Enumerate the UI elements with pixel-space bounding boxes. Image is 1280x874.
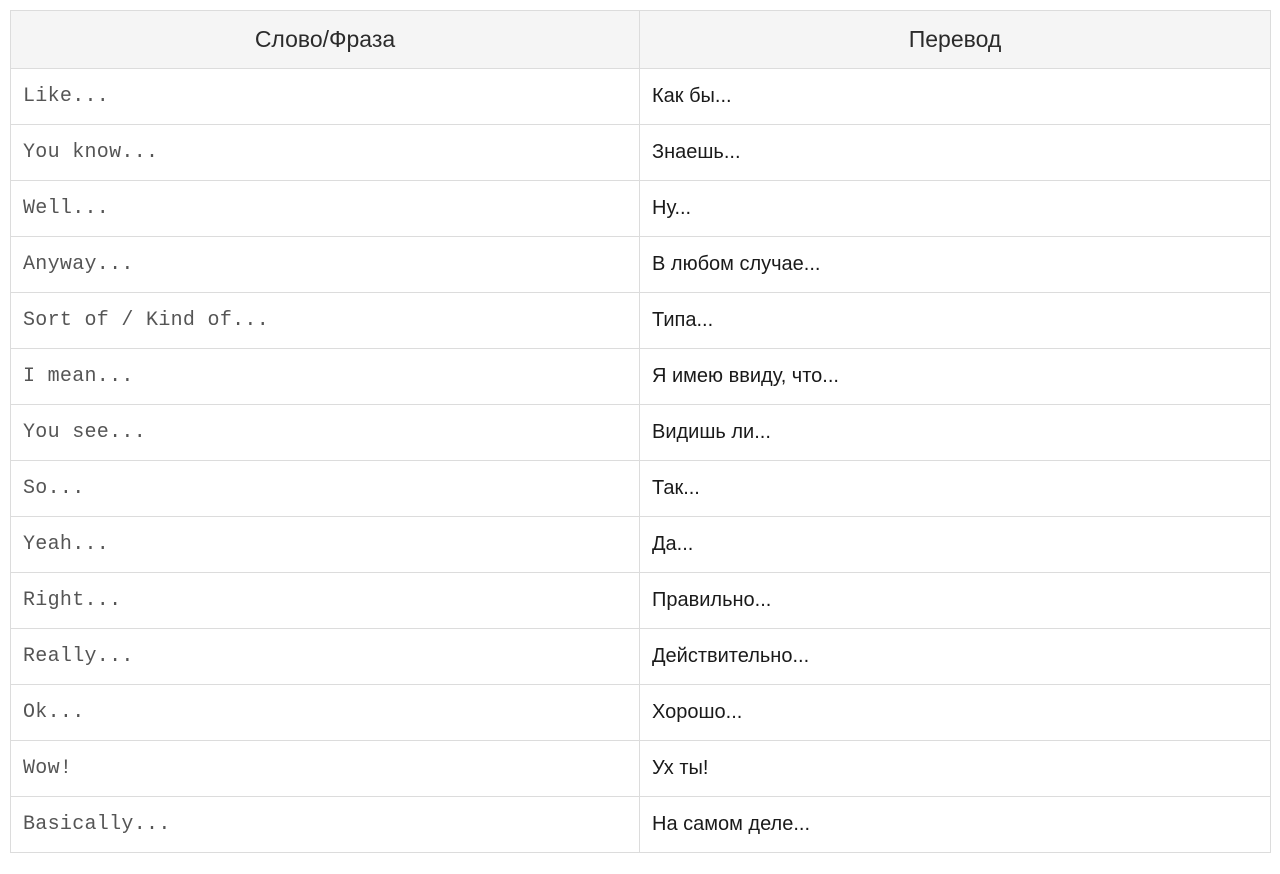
translation-cell: Знаешь... — [640, 125, 1271, 181]
translation-cell: Я имею ввиду, что... — [640, 349, 1271, 405]
table-row — [11, 797, 1271, 853]
word-cell: Basically... — [11, 797, 640, 853]
table-row — [11, 69, 1271, 125]
word-cell: You see... — [11, 405, 640, 461]
table-row — [11, 349, 1271, 405]
translation-cell: Да... — [640, 517, 1271, 573]
translation-cell: Ух ты! — [640, 741, 1271, 797]
table-row — [11, 293, 1271, 349]
word-cell: Sort of / Kind of... — [11, 293, 640, 349]
word-cell: Wow! — [11, 741, 640, 797]
column-header-word: Слово/Фраза — [11, 11, 640, 69]
word-cell: Right... — [11, 573, 640, 629]
translation-cell: Правильно... — [640, 573, 1271, 629]
translation-cell: Так... — [640, 461, 1271, 517]
translation-cell: В любом случае... — [640, 237, 1271, 293]
translation-cell: Видишь ли... — [640, 405, 1271, 461]
table-row — [11, 405, 1271, 461]
table-row — [11, 741, 1271, 797]
table-header-row — [11, 11, 1271, 69]
table-row — [11, 573, 1271, 629]
word-cell: Yeah... — [11, 517, 640, 573]
table-row — [11, 125, 1271, 181]
word-cell: Anyway... — [11, 237, 640, 293]
table-row — [11, 461, 1271, 517]
phrase-table-container — [10, 10, 1270, 853]
column-header-translation: Перевод — [640, 11, 1271, 69]
table-row — [11, 237, 1271, 293]
word-cell: Like... — [11, 69, 640, 125]
translation-cell: Как бы... — [640, 69, 1271, 125]
table-row — [11, 685, 1271, 741]
translation-cell: Хорошо... — [640, 685, 1271, 741]
translation-cell: Действительно... — [640, 629, 1271, 685]
word-cell: So... — [11, 461, 640, 517]
translation-cell: Ну... — [640, 181, 1271, 237]
word-cell: I mean... — [11, 349, 640, 405]
translation-cell: На самом деле... — [640, 797, 1271, 853]
word-cell: Well... — [11, 181, 640, 237]
table-row — [11, 517, 1271, 573]
word-cell: Really... — [11, 629, 640, 685]
word-cell: You know... — [11, 125, 640, 181]
table-row — [11, 181, 1271, 237]
table-row — [11, 629, 1271, 685]
word-cell: Ok... — [11, 685, 640, 741]
translation-cell: Типа... — [640, 293, 1271, 349]
phrase-table — [10, 10, 1271, 853]
